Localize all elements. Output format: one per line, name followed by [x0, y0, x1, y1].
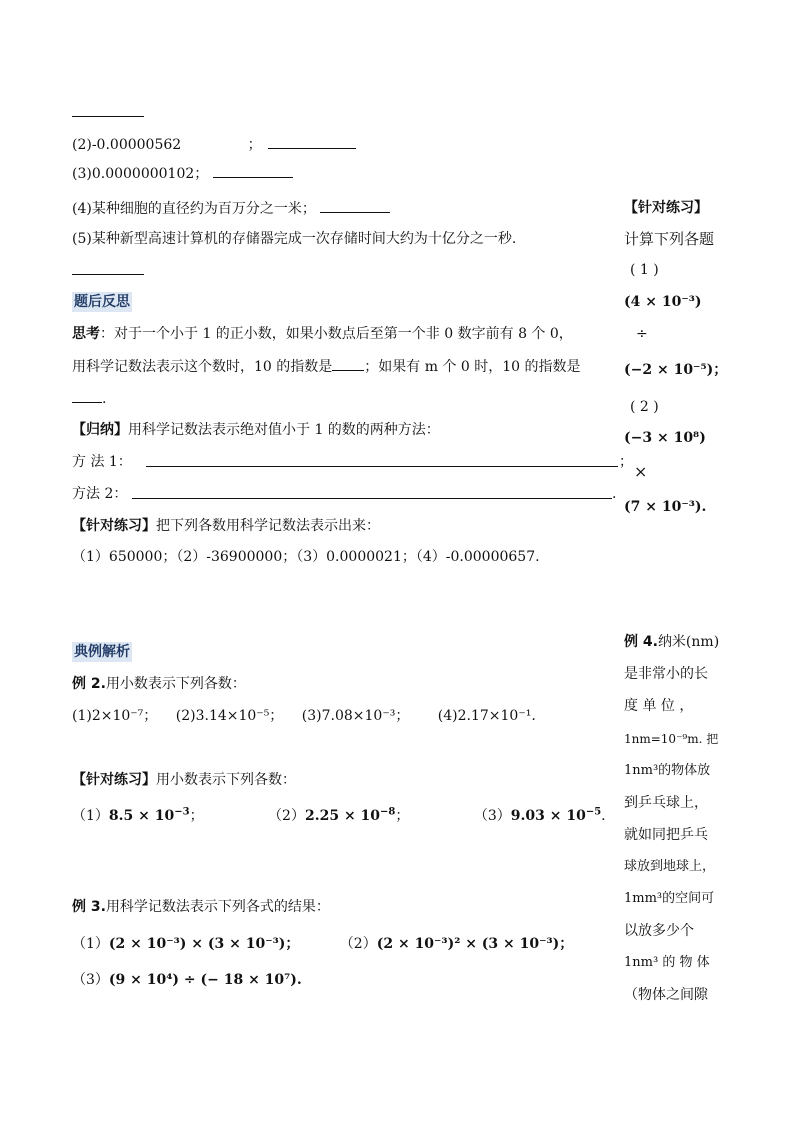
question-3-text: (3)0.0000000102；: [72, 166, 209, 182]
example-2-item: (3)7.08×10⁻³；: [301, 708, 410, 724]
think-text: ：对于一个小于 1 的正小数，如果小数点后至第一个非 0 数字前有 8 个 0，: [100, 326, 573, 342]
practice-2-item-1: $(1)8.5 \times 10^{-3}$；: [72, 806, 204, 824]
example-3-line: [72, 897, 330, 917]
example-3-item-2: （2）(2 × 10⁻³)² × (3 × 10⁻³)；: [339, 936, 574, 952]
example-4-line: 1nm=10⁻⁹m. 把: [624, 732, 719, 746]
example-3-label: 例 3.: [72, 899, 106, 915]
answer-blank-q1[interactable]: [72, 116, 144, 117]
example-3-row-2: （3）(9 × 10⁴) ÷ (− 18 × 10⁷).: [72, 972, 302, 988]
example-4-line: 就如同把乒乓: [624, 827, 708, 843]
practice-2-line: [72, 770, 296, 790]
example-3-item-1: （1）(2 × 10⁻³) × (3 × 10⁻³)；: [72, 936, 300, 952]
summary-line: [72, 420, 440, 440]
question-5-text: (5)某种新型高速计算机的存储器完成一次存储时间大约为十亿分之一秒.: [72, 231, 517, 247]
method-2-end: .: [612, 486, 617, 502]
example-4-line: 是非常小的长: [624, 666, 708, 682]
example-4-line: 1nm³ 的 物 体: [624, 955, 710, 970]
practice-1-bracket: 【针对练习】: [72, 518, 156, 534]
example-4-line: 1mm³的空间可: [624, 891, 715, 906]
example-heading: 典例解析: [74, 644, 130, 660]
practice-1-items: （1）650000；（2）-36900000；（3）0.0000021；（4）-0.00000657.: [72, 549, 540, 565]
method-1-end: ；: [619, 454, 633, 470]
example-2-item: (1)2×10⁻⁷；: [72, 708, 158, 724]
answer-blank-q4[interactable]: [320, 198, 390, 213]
question-4: [72, 198, 390, 219]
example-3-row-1: [72, 934, 573, 954]
right-practice-heading: 【针对练习】: [624, 200, 708, 216]
practice-1-line: [72, 516, 380, 536]
example-2-item: (4)2.17×10⁻¹.: [437, 708, 536, 724]
think-line-2: [72, 356, 581, 377]
practice-2-item-2: $(2)2.25 \times 10^{-8}$；: [268, 806, 410, 824]
right-problem-1-line-2: (−2 × 10⁻⁵)；: [624, 362, 728, 378]
question-4-text: (4)某种细胞的直径约为百万分之一米；: [72, 201, 316, 217]
right-problem-2-label: ( 2 ): [630, 399, 659, 415]
method-2: [72, 484, 127, 504]
reflection-heading: 题后反思: [74, 294, 130, 310]
question-2-sep: ；: [247, 137, 262, 153]
think-text-2a: 用科学记数法表示这个数时，10 的指数是: [72, 359, 333, 375]
example-2-label: 例 2.: [72, 676, 106, 692]
practice-2-items: [72, 802, 606, 826]
answer-blank-q5[interactable]: [72, 274, 144, 275]
example-3-item-3: (9 × 10⁴) ÷ (− 18 × 10⁷).: [108, 972, 302, 988]
example-4-line: 到乒乓球上，: [624, 795, 708, 811]
summary-bracket: 【归纳】: [72, 422, 128, 438]
example-2-item: (2)3.14×10⁻⁵；: [175, 708, 284, 724]
example-4-line-0: [624, 632, 719, 652]
example-4-text: 纳米(nm): [657, 634, 720, 650]
example-4-line: （物体之间隙: [624, 987, 708, 1003]
right-problem-2-line-2: (7 × 10⁻³).: [624, 499, 707, 515]
example-3-text: 用科学记数法表示下列各式的结果：: [105, 899, 330, 915]
think-end: .: [102, 391, 107, 407]
practice-2-item-3: $(3)9.03 \times 10^{-5}$.: [473, 806, 606, 824]
think-line-3: [72, 388, 106, 409]
right-problem-1-line-1: (4 × 10⁻³): [624, 294, 702, 310]
example-2-items: [72, 706, 536, 726]
method-2-label: 方法 2：: [72, 486, 128, 502]
answer-blank-method-1[interactable]: [146, 466, 618, 467]
practice-2-text: 用小数表示下列各数：: [156, 772, 296, 788]
right-problem-2-line-1: (−3 × 10⁸): [624, 430, 706, 446]
example-2-line: [72, 674, 246, 694]
right-problem-2-times: ×: [634, 462, 648, 481]
answer-blank-method-2[interactable]: [132, 498, 612, 499]
example-4-label: 例 4.: [624, 634, 658, 650]
summary-text: 用科学记数法表示绝对值小于 1 的数的两种方法：: [128, 422, 440, 438]
example-4-line: 球放到地球上，: [624, 859, 716, 874]
example-2-text: 用小数表示下列各数：: [105, 676, 246, 692]
question-2: [72, 134, 356, 155]
practice-2-bracket: 【针对练习】: [72, 772, 156, 788]
think-label: 思考: [72, 326, 100, 342]
right-problem-1-label: ( 1 ): [630, 262, 659, 278]
example-4-line: 以放多少个: [624, 923, 694, 939]
question-2-text: (2)-0.00000562: [72, 137, 182, 153]
practice-1-text: 把下列各数用科学记数法表示出来：: [156, 518, 380, 534]
answer-blank-q3[interactable]: [213, 163, 293, 178]
think-text-2b: ；如果有 m 个 0 时，10 的指数是: [364, 359, 581, 375]
question-5: [72, 229, 516, 249]
answer-blank-q2[interactable]: [268, 134, 356, 149]
answer-blank-exponent-m[interactable]: [72, 388, 102, 403]
method-1: [72, 452, 132, 472]
example-4-line: 1nm³的物体放: [624, 763, 711, 778]
right-problem-1-div: ÷: [636, 326, 648, 342]
answer-blank-exponent-8[interactable]: [332, 356, 364, 371]
method-1-label: 方 法 1：: [72, 454, 132, 470]
right-calc-text: 计算下列各题: [624, 230, 715, 248]
example-4-line: 度 单 位 ，: [624, 698, 694, 714]
think-line-1: [72, 324, 573, 344]
question-3: [72, 163, 293, 184]
